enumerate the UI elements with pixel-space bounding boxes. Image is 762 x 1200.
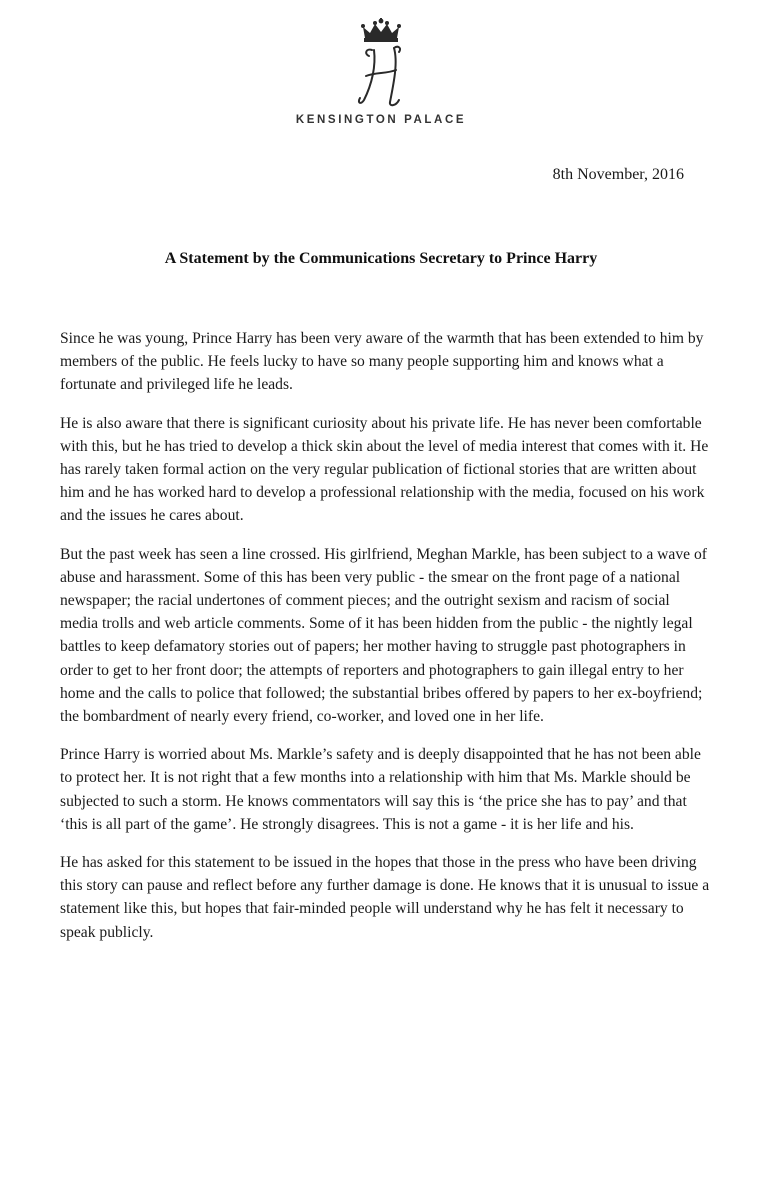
paragraph: He is also aware that there is significant curiosity about his private life. He has never been comfortable with this, but he has tried to develop a thick skin about the level of media interest that comes with it. He has rarely taken formal action on the very regular publication of fictional stories that are written about him and he has worked hard to develop a professional relationship with the media, focused on his work and the issues he cares about.	[60, 414, 709, 525]
statement-headline: A Statement by the Communications Secretary to Prince Harry	[164, 250, 598, 267]
statement-body	[60, 327, 710, 959]
organisation-name: KENSINGTON PALACE	[295, 114, 467, 126]
paragraph: But the past week has seen a line crossed. His girlfriend, Meghan Markle, has been subject to a wave of abuse and harassment. Some of this has been very public - the smear on the front page of a national newspaper; the racial undertones of comment pieces; and the outright sexism and racism of social media trolls and web article comments. Some of it has been hidden from the public - the nightly legal battles to keep defamatory stories out of papers; her mother having to struggle past photographers in order to get to her front door; the attempts of reporters and photographers to gain illegal entry to her home and the calls to police that followed; the substantial bribes offered by papers to her ex-boyfriend; the bombardment of nearly every friend, co-worker, and loved one in her life.	[60, 545, 707, 726]
crowned-h-monogram-icon	[336, 18, 426, 110]
statement-date: 8th November, 2016	[552, 166, 684, 183]
paragraph: He has asked for this statement to be issued in the hopes that those in the press who have been driving this story can pause and reflect before any further damage is done. He knows that it is unusual to issue a statement like this, but hopes that fair-minded people will understand why he has felt it necessary to speak publicly.	[60, 854, 710, 941]
paragraph: Since he was young, Prince Harry has been very aware of the warmth that has been extended to him by members of the public. He feels lucky to have so many people supporting him and knows what a fortunate and privileged life he leads.	[60, 330, 704, 394]
letterhead	[0, 18, 762, 126]
paragraph: Prince Harry is worried about Ms. Markle’s safety and is deeply disappointed that he has not been able to protect her. It is not right that a few months into a relationship with him that Ms. Markle should be subjected to such a storm. He knows commentators will say this is ‘the price she has to pay’ and that ‘this is all part of the game’. He strongly disagrees. This is not a game - it is her life and his.	[60, 746, 701, 833]
